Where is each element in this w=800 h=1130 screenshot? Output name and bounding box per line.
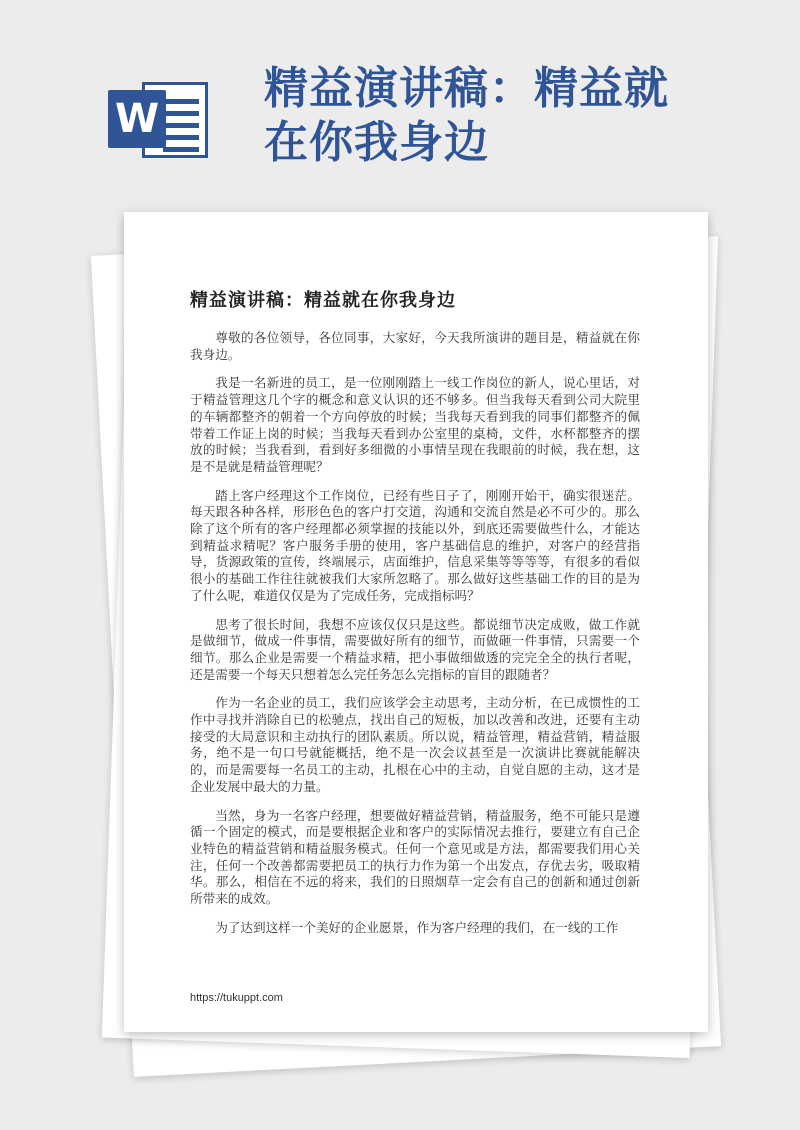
- document-page: [124, 212, 708, 1032]
- page-title: 精益演讲稿：精益就在你我身边: [264, 63, 669, 168]
- paragraph: 为了达到这样一个美好的企业愿景，作为客户经理的我们，在一线的工作: [215, 919, 619, 935]
- document-title: 精益演讲稿：精益就在你我身边: [190, 290, 456, 311]
- paragraph: 作为一名企业的员工，我们应该学会主动思考，主动分析，在已成惯性的工作中寻找并消除自已的松驰点，找出自己的短板，加以改善和改进，还要有主动接受的大局意识和主动执行的团队素质。所以说，精益管理，精益营销，精益服务，绝不是一句口号就能概括，绝不是一次会议甚至是一次演讲比赛就能解决的，而是需要每一名员工的主动，扎根在心中的主动，自觉自愿的主动，这才是企业发展中最大的力量。: [190, 695, 640, 794]
- footer-url: https://tukuppt.com: [190, 992, 283, 1004]
- document-body: [190, 330, 640, 949]
- paragraph: 思考了很长时间，我想不应该仅仅只是这些。都说细节决定成败，做工作就是做细节，做成一件事情，需要做好所有的细节，而做砸一件事情，只需要一个细节。那么企业是需要一个精益求精，把小事做细做透的完完全全的执行者呢，还是需要一个每天只想着怎么完任务怎么完指标的盲目的跟随者？: [190, 616, 640, 682]
- header: [0, 0, 800, 210]
- word-document-icon: [108, 78, 212, 162]
- word-letter-badge: W: [108, 90, 166, 148]
- paragraph: 我是一名新进的员工，是一位刚刚踏上一线工作岗位的新人，说心里话，对于精益管理这几个字的概念和意义认识的还不够多。但当我每天看到公司大院里的车辆都整齐的朝着一个方向停放的时候；当我每天看到我的同事们都整齐的佩带着工作证上岗的时候；当我每天看到办公室里的桌椅，文件，水杯都整齐的摆放的时候；当我看到，看到好多细微的小事情呈现在我眼前的时候，我在想，这是不是就是精益管理呢？: [190, 375, 640, 474]
- paragraph: 当然，身为一名客户经理，想要做好精益营销，精益服务，绝不可能只是遵循一个固定的模式，而是要根据企业和客户的实际情况去推行，要建立有自己企业特色的精益营销和精益服务模式。任何一个意见或是方法，都需要我们用心关注，任何一个改善都需要把员工的执行力作为第一个出发点，存优去劣，吸取精华。那么，相信在不远的将来，我们的日照烟草一定会有自己的创新和通过创新所带来的成效。: [190, 807, 640, 907]
- paragraph: 尊敬的各位领导，各位同事，大家好，今天我所演讲的题目是，精益就在你我身边。: [190, 330, 640, 362]
- paragraph: 踏上客户经理这个工作岗位，已经有些日子了，刚刚开始干，确实很迷茫。每天跟各种各样，形形色色的客户打交道，沟通和交流自然是必不可少的。那么除了这个所有的客户经理都必须掌握的技能以外，到底还需要做些什么，才能达到精益求精呢？客户服务手册的使用，客户基础信息的维护，对客户的经营指导，货源政策的宣传，终端展示，店面维护，信息采集等等等等，有很多的看似很小的基础工作往往就被我们大家所忽略了。那么做好这些基础工作的目的是为了什么呢，难道仅仅是为了完成任务，完成指标吗？: [190, 487, 640, 603]
